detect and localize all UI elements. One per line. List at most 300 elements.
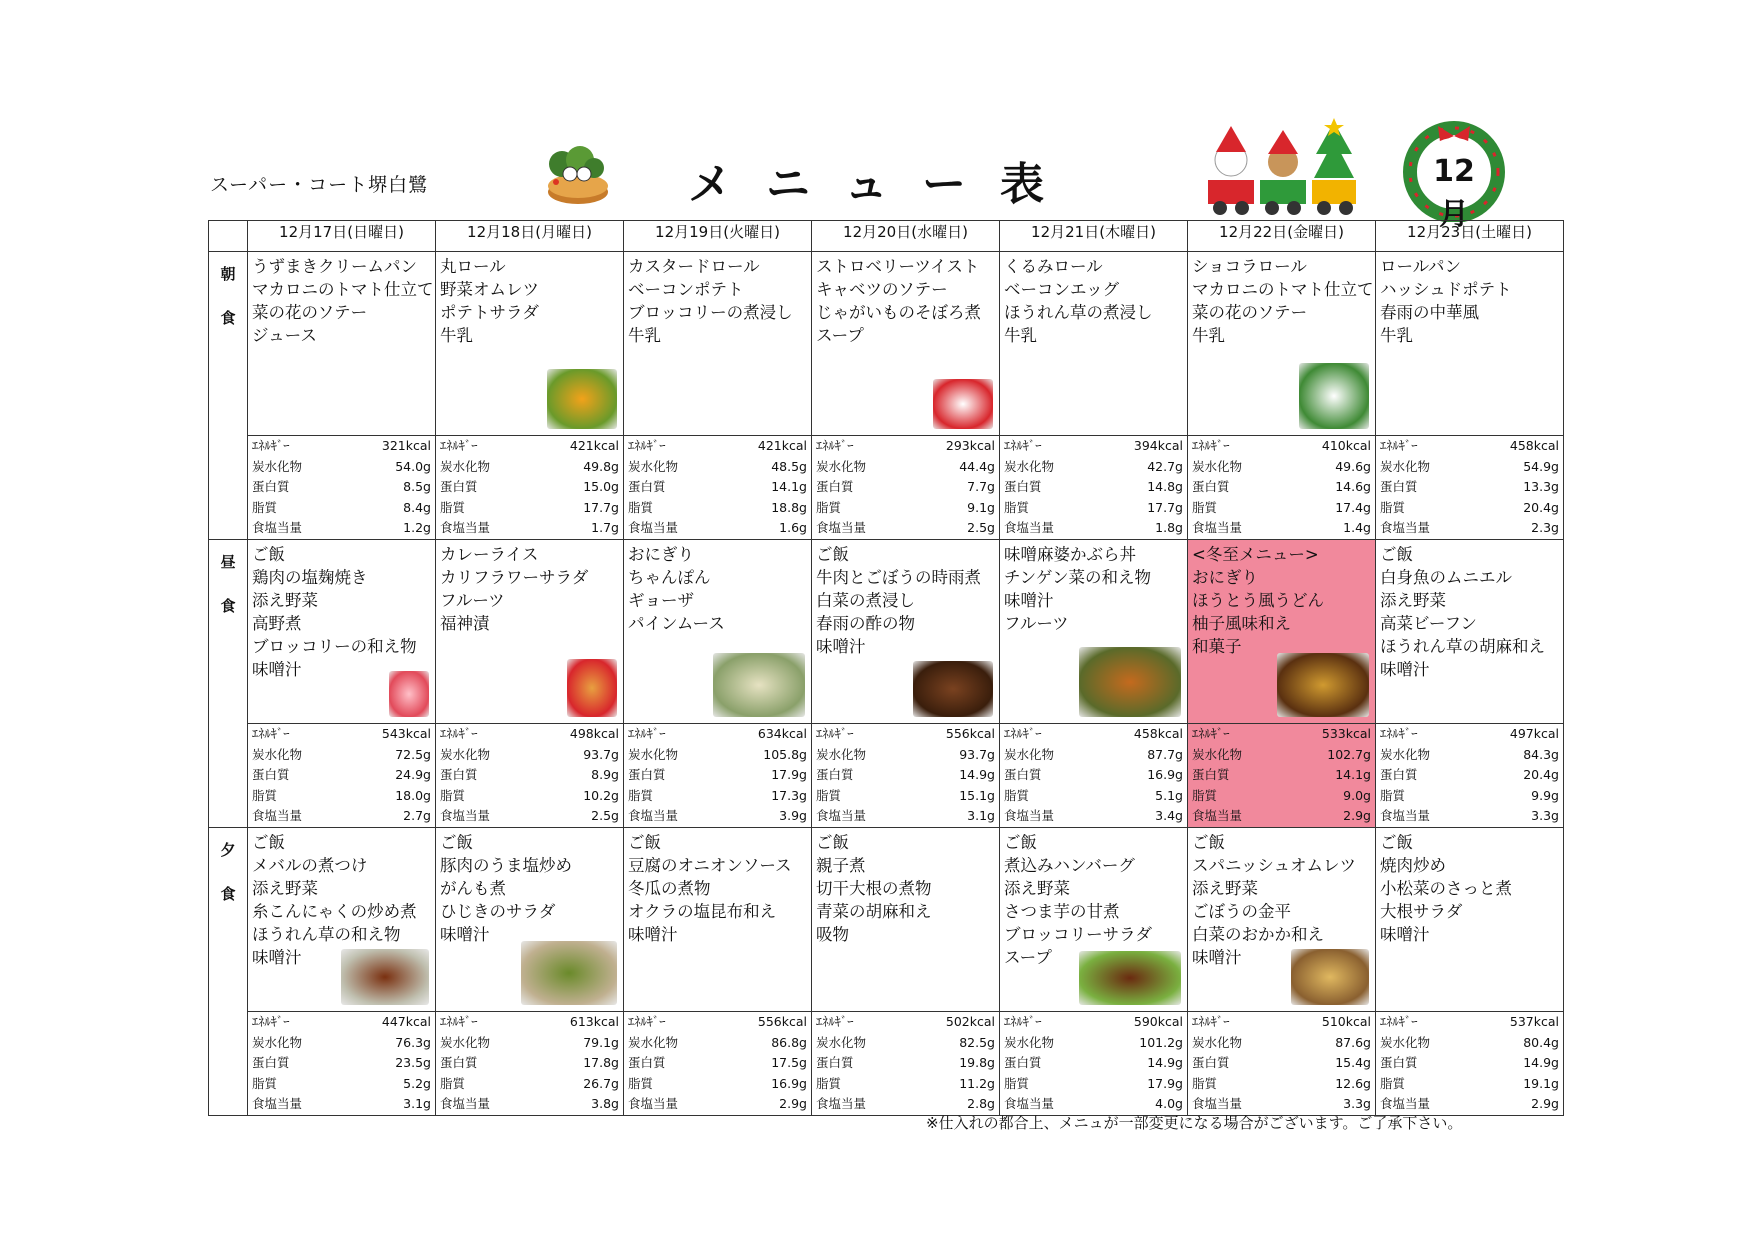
breakfast-nutrition-cell <box>1000 436 1188 540</box>
day-header: 12月22日(金曜日) <box>1188 221 1376 252</box>
menu-item-list <box>1188 540 1375 658</box>
nutrition-row <box>812 518 999 539</box>
lunch-nutrition-cell <box>1000 724 1188 828</box>
nutrient-label: 炭水化物 <box>440 1034 491 1050</box>
breakfast-menu-cell <box>812 252 1000 436</box>
nutrient-label: ｴﾈﾙｷﾞｰ <box>628 726 666 741</box>
menu-item: じゃがいものそぼろ煮 <box>816 303 981 322</box>
dinner-menu-cell <box>1376 828 1564 1012</box>
menu-item-list <box>1188 252 1375 347</box>
nutrient-value: 76.3g <box>395 1034 431 1050</box>
menu-item: ほうとう風うどん <box>1192 591 1324 610</box>
menu-item: マカロニのトマト仕立て <box>252 280 434 299</box>
menu-item: 味噌汁 <box>1004 591 1054 610</box>
nutrient-value: 49.6g <box>1335 458 1371 474</box>
nutrient-value: 1.6g <box>779 520 807 536</box>
nutrient-label: ｴﾈﾙｷﾞｰ <box>440 726 478 741</box>
nutrient-value: 2.9g <box>1343 808 1371 824</box>
menu-item: ちゃんぽん <box>628 568 711 587</box>
menu-item: がんも煮 <box>440 879 506 898</box>
menu-item: 牛乳 <box>1192 326 1225 345</box>
nutrient-value: 4.0g <box>1155 1096 1183 1112</box>
nutrient-label: 炭水化物 <box>1192 458 1243 474</box>
meal-label-char: 夕 <box>220 841 236 859</box>
nutrient-value: 18.0g <box>395 787 431 803</box>
nutrient-label: 食塩当量 <box>252 1096 303 1112</box>
nutrient-label: 脂質 <box>628 787 654 803</box>
nutrition-row <box>436 1074 623 1095</box>
nutrient-value: 101.2g <box>1139 1034 1183 1050</box>
nutrition-row <box>624 457 811 478</box>
nutrition-row <box>624 498 811 519</box>
cat-santa-icon <box>567 659 617 717</box>
nutrient-label: 食塩当量 <box>1004 520 1055 536</box>
nutrition-row <box>1188 724 1375 745</box>
menu-item: カレーライス <box>440 545 539 564</box>
nutrition-row <box>1188 745 1375 766</box>
nutrition-row <box>1188 806 1375 827</box>
nutrition-row <box>812 498 999 519</box>
nutrient-value: 2.7g <box>403 808 431 824</box>
nutrient-label: 炭水化物 <box>1380 458 1431 474</box>
nutrient-value: 17.3g <box>771 787 807 803</box>
nutrient-value: 14.6g <box>1335 479 1371 495</box>
nutrient-label: 食塩当量 <box>816 1096 867 1112</box>
dinner-nutrition-row <box>209 1012 1564 1116</box>
nutrient-label: 炭水化物 <box>252 746 303 762</box>
nutrient-label: 蛋白質 <box>628 767 666 783</box>
facility-name: スーパー・コート堺白鷺 <box>210 174 429 196</box>
food-photo <box>1079 647 1181 717</box>
nutrient-label: 脂質 <box>252 787 278 803</box>
nutrition-row <box>1376 745 1563 766</box>
breakfast-nutrition-cell <box>812 436 1000 540</box>
nutrition-row <box>248 477 435 498</box>
nutrition-row <box>624 477 811 498</box>
lunch-menu-cell <box>248 540 436 724</box>
menu-item: ご飯 <box>252 545 285 564</box>
menu-item: メバルの煮つけ <box>252 856 368 875</box>
nutrition-row <box>248 1094 435 1115</box>
lunch-nutrition-row <box>209 724 1564 828</box>
month-badge: 12月 <box>1433 154 1475 232</box>
menu-item-list <box>1376 828 1563 946</box>
nutrition-row <box>624 1074 811 1095</box>
nutrition-row <box>1188 518 1375 539</box>
nutrition-row <box>1376 477 1563 498</box>
food-photo <box>1291 949 1369 1005</box>
menu-item: 福神漬 <box>440 614 490 633</box>
nutrient-label: 食塩当量 <box>1380 520 1431 536</box>
menu-item: キャベツのソテー <box>816 280 948 299</box>
nutrient-value: 502kcal <box>945 1014 995 1029</box>
menu-item: ギョーザ <box>628 591 694 610</box>
nutrient-value: 7.7g <box>967 479 995 495</box>
lunch-menu-cell <box>812 540 1000 724</box>
nutrition-row <box>1188 1012 1375 1033</box>
menu-item: 鶏肉の塩麹焼き <box>252 568 368 587</box>
nutrient-value: 556kcal <box>757 1014 807 1029</box>
nutrient-value: 590kcal <box>1133 1014 1183 1029</box>
nutrient-label: 食塩当量 <box>440 520 491 536</box>
menu-item: ご飯 <box>628 833 661 852</box>
menu-table <box>208 220 1564 1116</box>
nutrient-value: 537kcal <box>1509 1014 1559 1029</box>
lunch-nutrition-cell <box>1376 724 1564 828</box>
menu-item: スープ <box>1004 948 1052 967</box>
menu-item: さつま芋の甘煮 <box>1004 902 1120 921</box>
nutrient-value: 49.8g <box>583 458 619 474</box>
nutrient-value: 394kcal <box>1133 438 1183 453</box>
meal-label-char: 昼 <box>220 553 236 571</box>
menu-item: ショコラロール <box>1192 257 1307 276</box>
menu-item: 味噌汁 <box>1380 925 1430 944</box>
nutrition-row <box>1000 436 1187 457</box>
nutrition-row <box>1376 806 1563 827</box>
nutrient-label: 食塩当量 <box>1380 1096 1431 1112</box>
menu-item: 小松菜のさっと煮 <box>1380 879 1512 898</box>
menu-item: 春雨の酢の物 <box>816 614 915 633</box>
nutrient-value: 321kcal <box>381 438 431 453</box>
menu-item: 豆腐のオニオンソース <box>628 856 792 875</box>
lunch-menu-cell <box>436 540 624 724</box>
dinner-nutrition-cell <box>1376 1012 1564 1116</box>
menu-item: おにぎり <box>628 545 694 564</box>
nutrition-row <box>1000 765 1187 786</box>
menu-item: ほうれん草の胡麻和え <box>1380 637 1545 656</box>
nutrient-label: 食塩当量 <box>252 520 303 536</box>
nutrient-value: 14.1g <box>1335 767 1371 783</box>
nutrient-value: 44.4g <box>959 458 995 474</box>
menu-item: 菜の花のソテー <box>1192 303 1308 322</box>
nutrition-row <box>1000 457 1187 478</box>
nutrient-value: 3.3g <box>1531 808 1559 824</box>
food-photo <box>1277 653 1369 717</box>
nutrient-label: 食塩当量 <box>816 808 867 824</box>
nutrient-label: 食塩当量 <box>1004 808 1055 824</box>
nutrient-label: 食塩当量 <box>440 1096 491 1112</box>
nutrient-label: 脂質 <box>1004 787 1030 803</box>
nutrient-label: 蛋白質 <box>440 479 478 495</box>
menu-item: うずまきクリームパン <box>252 257 417 276</box>
nutrient-value: 20.4g <box>1523 499 1559 515</box>
menu-item: チンゲン菜の和え物 <box>1004 568 1152 587</box>
nutrition-row <box>248 1074 435 1095</box>
nutrition-row <box>1376 1074 1563 1095</box>
menu-item: 豚肉のうま塩炒め <box>440 856 572 875</box>
menu-item-list <box>812 828 999 946</box>
nutrition-row <box>1000 724 1187 745</box>
menu-item: カスタードロール <box>628 257 760 276</box>
menu-item: マカロニのトマト仕立て <box>1192 280 1374 299</box>
nutrition-row <box>812 724 999 745</box>
menu-item-list <box>1000 828 1187 969</box>
nutrition-row <box>436 457 623 478</box>
nutrient-value: 3.3g <box>1343 1096 1371 1112</box>
nutrient-label: 炭水化物 <box>1380 746 1431 762</box>
lunch-nutrition-cell <box>248 724 436 828</box>
nutrient-value: 2.9g <box>1531 1096 1559 1112</box>
menu-item: パインムース <box>628 614 725 633</box>
nutrition-row <box>436 806 623 827</box>
footer-note: ※仕入れの都合上、メニュが一部変更になる場合がございます。ご了承下さい。 <box>926 1114 1463 1132</box>
nutrient-value: 5.2g <box>403 1075 431 1091</box>
breakfast-menu-cell <box>1376 252 1564 436</box>
menu-item: スープ <box>816 326 864 345</box>
nutrient-value: 533kcal <box>1321 726 1371 741</box>
menu-item: 丸ロール <box>440 257 506 276</box>
nutrient-value: 18.8g <box>771 499 807 515</box>
menu-item: ご飯 <box>440 833 473 852</box>
dinner-menu-cell <box>248 828 436 1012</box>
nutrient-label: ｴﾈﾙｷﾞｰ <box>440 1014 478 1029</box>
nutrient-label: 脂質 <box>1380 1075 1406 1091</box>
nutrient-label: 食塩当量 <box>1004 1096 1055 1112</box>
nutrient-value: 15.4g <box>1335 1055 1371 1071</box>
nutrient-label: 蛋白質 <box>628 479 666 495</box>
nutrition-row <box>436 1033 623 1054</box>
nutrient-value: 19.8g <box>959 1055 995 1071</box>
breakfast-nutrition-cell <box>248 436 436 540</box>
nutrient-label: ｴﾈﾙｷﾞｰ <box>1192 438 1230 453</box>
nutrient-label: ｴﾈﾙｷﾞｰ <box>1380 438 1418 453</box>
menu-item-list <box>1376 540 1563 681</box>
menu-item: ストロベリーツイスト <box>816 257 980 276</box>
nutrition-row <box>812 1053 999 1074</box>
breakfast-menu-cell <box>436 252 624 436</box>
nutrition-row <box>436 745 623 766</box>
nutrient-value: 9.0g <box>1343 787 1371 803</box>
menu-item: 味噌汁 <box>252 948 302 967</box>
nutrient-value: 447kcal <box>381 1014 431 1029</box>
nutrient-value: 17.4g <box>1335 499 1371 515</box>
menu-item: 味噌汁 <box>1380 660 1430 679</box>
menu-item: ベーコンポテト <box>628 280 744 299</box>
nutrition-row <box>1000 477 1187 498</box>
breakfast-nutrition-cell <box>1376 436 1564 540</box>
food-photo <box>713 653 805 717</box>
menu-item: スパニッシュオムレツ <box>1192 856 1357 875</box>
lunch-nutrition-cell <box>436 724 624 828</box>
nutrition-row <box>248 786 435 807</box>
nutrient-value: 421kcal <box>757 438 807 453</box>
nutrient-value: 410kcal <box>1321 438 1371 453</box>
menu-item: 味噌汁 <box>628 925 678 944</box>
menu-item: おにぎり <box>1192 568 1258 587</box>
menu-item: 切干大根の煮物 <box>816 879 932 898</box>
lunch-nutrition-cell <box>812 724 1000 828</box>
nutrition-row <box>1376 498 1563 519</box>
nutrient-value: 8.9g <box>591 767 619 783</box>
nutrient-label: 炭水化物 <box>1192 1034 1243 1050</box>
nutrient-value: 3.1g <box>403 1096 431 1112</box>
lunch-label <box>209 540 248 828</box>
nutrient-value: 82.5g <box>959 1034 995 1050</box>
dinner-menu-cell <box>436 828 624 1012</box>
nutrient-label: 脂質 <box>440 1075 466 1091</box>
nutrient-value: 543kcal <box>381 726 431 741</box>
nutrient-label: 炭水化物 <box>440 746 491 762</box>
menu-item: 白菜のおかか和え <box>1192 925 1324 944</box>
nutrient-value: 48.5g <box>771 458 807 474</box>
nutrient-value: 613kcal <box>569 1014 619 1029</box>
nutrition-row <box>248 745 435 766</box>
nutrition-row <box>436 1053 623 1074</box>
breakfast-nutrition-cell <box>1188 436 1376 540</box>
lunch-nutrition-cell <box>624 724 812 828</box>
nutrient-label: 炭水化物 <box>816 458 867 474</box>
nutrient-label: ｴﾈﾙｷﾞｰ <box>252 726 290 741</box>
nutrition-row <box>1188 436 1375 457</box>
nutrient-label: 蛋白質 <box>440 1055 478 1071</box>
menu-item: ベーコンエッグ <box>1004 280 1120 299</box>
nutrition-row <box>436 1012 623 1033</box>
food-photo <box>521 941 617 1005</box>
nutrient-value: 42.7g <box>1147 458 1183 474</box>
nutrient-label: ｴﾈﾙｷﾞｰ <box>1380 1014 1418 1029</box>
nutrient-value: 12.6g <box>1335 1075 1371 1091</box>
menu-item: 春雨の中華風 <box>1380 303 1479 322</box>
nutrient-label: 脂質 <box>1380 499 1406 515</box>
nutrient-value: 498kcal <box>569 726 619 741</box>
christmas-cake-icon <box>542 142 612 210</box>
menu-item-list <box>436 252 623 347</box>
menu-item: 味噌麻婆かぶら丼 <box>1004 545 1136 564</box>
nutrient-label: 蛋白質 <box>1192 479 1230 495</box>
nutrition-row <box>248 724 435 745</box>
nutrition-row <box>624 518 811 539</box>
nutrient-value: 14.8g <box>1147 479 1183 495</box>
nutrient-label: 蛋白質 <box>816 767 854 783</box>
menu-item-list <box>812 540 999 658</box>
menu-item: ブロッコリーサラダ <box>1004 925 1153 944</box>
day-header: 12月19日(火曜日) <box>624 221 812 252</box>
nutrition-row <box>812 1012 999 1033</box>
nutrition-row <box>248 806 435 827</box>
nutrient-label: ｴﾈﾙｷﾞｰ <box>252 1014 290 1029</box>
lunch-menu-cell <box>1188 540 1376 724</box>
nutrition-row <box>812 1033 999 1054</box>
dinner-nutrition-cell <box>624 1012 812 1116</box>
nutrition-row <box>1376 1033 1563 1054</box>
date-header-row <box>209 221 1564 252</box>
nutrient-value: 87.6g <box>1335 1034 1371 1050</box>
nutrition-row <box>1188 498 1375 519</box>
nutrient-value: 5.1g <box>1155 787 1183 803</box>
nutrition-row <box>624 765 811 786</box>
nutrient-label: 蛋白質 <box>1192 1055 1230 1071</box>
menu-item-list <box>436 828 623 946</box>
nutrition-row <box>248 436 435 457</box>
dinner-nutrition-cell <box>812 1012 1000 1116</box>
nutrition-row <box>436 786 623 807</box>
nutrient-value: 1.2g <box>403 520 431 536</box>
page-title: メニュー表 <box>688 159 1078 210</box>
menu-item: 味噌汁 <box>1192 948 1242 967</box>
menu-item: 冬瓜の煮物 <box>628 879 711 898</box>
cat-santa-icon <box>933 379 993 429</box>
nutrition-row <box>436 436 623 457</box>
nutrient-value: 17.9g <box>771 767 807 783</box>
menu-item: 牛乳 <box>440 326 473 345</box>
nutrient-value: 2.5g <box>967 520 995 536</box>
menu-item: 焼肉炒め <box>1380 856 1446 875</box>
menu-item: ご飯 <box>252 833 285 852</box>
dinner-menu-cell <box>812 828 1000 1012</box>
menu-item: 白菜の煮浸し <box>816 591 915 610</box>
lunch-menu-cell <box>1376 540 1564 724</box>
menu-item-list <box>248 540 435 681</box>
nutrition-row <box>1000 518 1187 539</box>
nutrient-label: ｴﾈﾙｷﾞｰ <box>628 1014 666 1029</box>
nutrient-value: 72.5g <box>395 746 431 762</box>
nutrient-label: ｴﾈﾙｷﾞｰ <box>252 438 290 453</box>
nutrient-value: 634kcal <box>757 726 807 741</box>
day-header: 12月20日(水曜日) <box>812 221 1000 252</box>
breakfast-menu-cell <box>248 252 436 436</box>
menu-item: 味噌汁 <box>252 660 302 679</box>
breakfast-menu-cell <box>1000 252 1188 436</box>
nutrient-value: 17.5g <box>771 1055 807 1071</box>
menu-item: 糸こんにゃくの炒め煮 <box>252 902 417 921</box>
nutrition-row <box>624 1033 811 1054</box>
nutrient-value: 14.1g <box>771 479 807 495</box>
menu-item: 吸物 <box>816 925 849 944</box>
nutrient-label: 食塩当量 <box>628 808 679 824</box>
dinner-label <box>209 828 248 1116</box>
dinner-items-row <box>209 828 1564 1012</box>
nutrient-value: 9.9g <box>1531 787 1559 803</box>
nutrient-label: 脂質 <box>628 499 654 515</box>
nutrient-label: ｴﾈﾙｷﾞｰ <box>816 438 854 453</box>
nutrient-label: 蛋白質 <box>1380 479 1418 495</box>
menu-item: ごぼうの金平 <box>1192 902 1291 921</box>
nutrition-row <box>1376 436 1563 457</box>
menu-item-list <box>436 540 623 635</box>
nutrient-label: 蛋白質 <box>816 1055 854 1071</box>
nutrient-value: 510kcal <box>1321 1014 1371 1029</box>
nutrition-row <box>1000 1012 1187 1033</box>
nutrition-row <box>436 518 623 539</box>
nutrient-value: 79.1g <box>583 1034 619 1050</box>
nutrient-label: 脂質 <box>1192 1075 1218 1091</box>
menu-item: 高野煮 <box>252 614 302 633</box>
nutrition-row <box>436 498 623 519</box>
corner-cell <box>209 221 248 252</box>
nutrient-value: 102.7g <box>1327 746 1371 762</box>
nutrient-label: 脂質 <box>816 499 842 515</box>
nutrition-row <box>248 1053 435 1074</box>
nutrition-row <box>624 1012 811 1033</box>
nutrition-row <box>1188 1033 1375 1054</box>
nutrient-label: 蛋白質 <box>1380 1055 1418 1071</box>
lunch-menu-cell <box>624 540 812 724</box>
nutrient-label: 炭水化物 <box>816 746 867 762</box>
nutrition-row <box>624 745 811 766</box>
food-photo <box>913 661 993 717</box>
nutrient-value: 13.3g <box>1523 479 1559 495</box>
nutrition-row <box>624 1094 811 1115</box>
nutrient-value: 26.7g <box>583 1075 619 1091</box>
menu-item: ご飯 <box>1004 833 1037 852</box>
menu-item: 牛乳 <box>628 326 661 345</box>
dinner-nutrition-cell <box>436 1012 624 1116</box>
nutrient-value: 11.2g <box>959 1075 995 1091</box>
nutrient-value: 10.2g <box>583 787 619 803</box>
nutrition-row <box>1188 786 1375 807</box>
menu-item: 青菜の胡麻和え <box>816 902 932 921</box>
nutrient-label: 蛋白質 <box>252 479 290 495</box>
